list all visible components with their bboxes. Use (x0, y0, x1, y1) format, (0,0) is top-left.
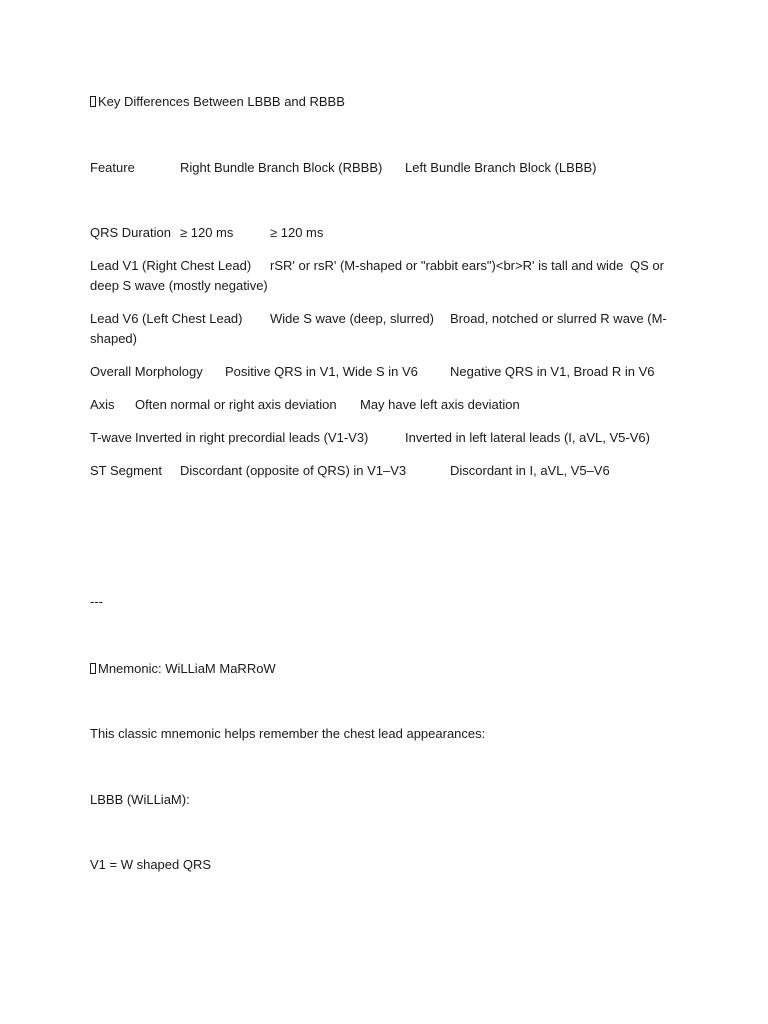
row-axis: Axis Often normal or right axis deviation May have left axis deviation (90, 397, 520, 412)
row-lead-v6: Lead V6 (Left Chest Lead) Wide S wave (deep, slurred) Broad, notched or slurred R wave (M-shaped) (90, 311, 667, 346)
row-lead-v1: Lead V1 (Right Chest Lead) rSR' or rsR' (M-shaped or "rabbit ears")<br>R' is tall and wide QS or deep S wave (mostly negative) (90, 258, 668, 293)
separator: --- (90, 594, 103, 609)
missing-glyph-icon (90, 96, 96, 107)
table-header-row: Feature Right Bundle Branch Block (RBBB) Left Bundle Branch Block (LBBB) (90, 160, 597, 175)
missing-glyph-icon (90, 663, 96, 674)
row-qrs-duration: QRS Duration ≥ 120 ms ≥ 120 ms (90, 225, 324, 240)
lbbb-label: LBBB (WiLLiaM): (90, 792, 190, 807)
row-overall-morphology: Overall Morphology Positive QRS in V1, Wide S in V6 Negative QRS in V1, Broad R in V6 (90, 364, 655, 379)
intro-paragraph: This classic mnemonic helps remember the chest lead appearances: (90, 726, 486, 741)
v1-description: V1 = W shaped QRS (90, 857, 212, 872)
heading-mnemonic-text: Mnemonic: WiLLiaM MaRRoW (98, 661, 276, 676)
heading-mnemonic (90, 659, 680, 679)
heading-key-differences-text: Key Differences Between LBBB and RBBB (98, 94, 345, 109)
row-t-wave: T-wave Inverted in right precordial leads (V1-V3) Inverted in left lateral leads (I, aVL, V5-V6) (90, 430, 650, 445)
heading-key-differences (90, 92, 680, 112)
row-st-segment: ST Segment Discordant (opposite of QRS) in V1–V3 Discordant in I, aVL, V5–V6 (90, 463, 610, 478)
